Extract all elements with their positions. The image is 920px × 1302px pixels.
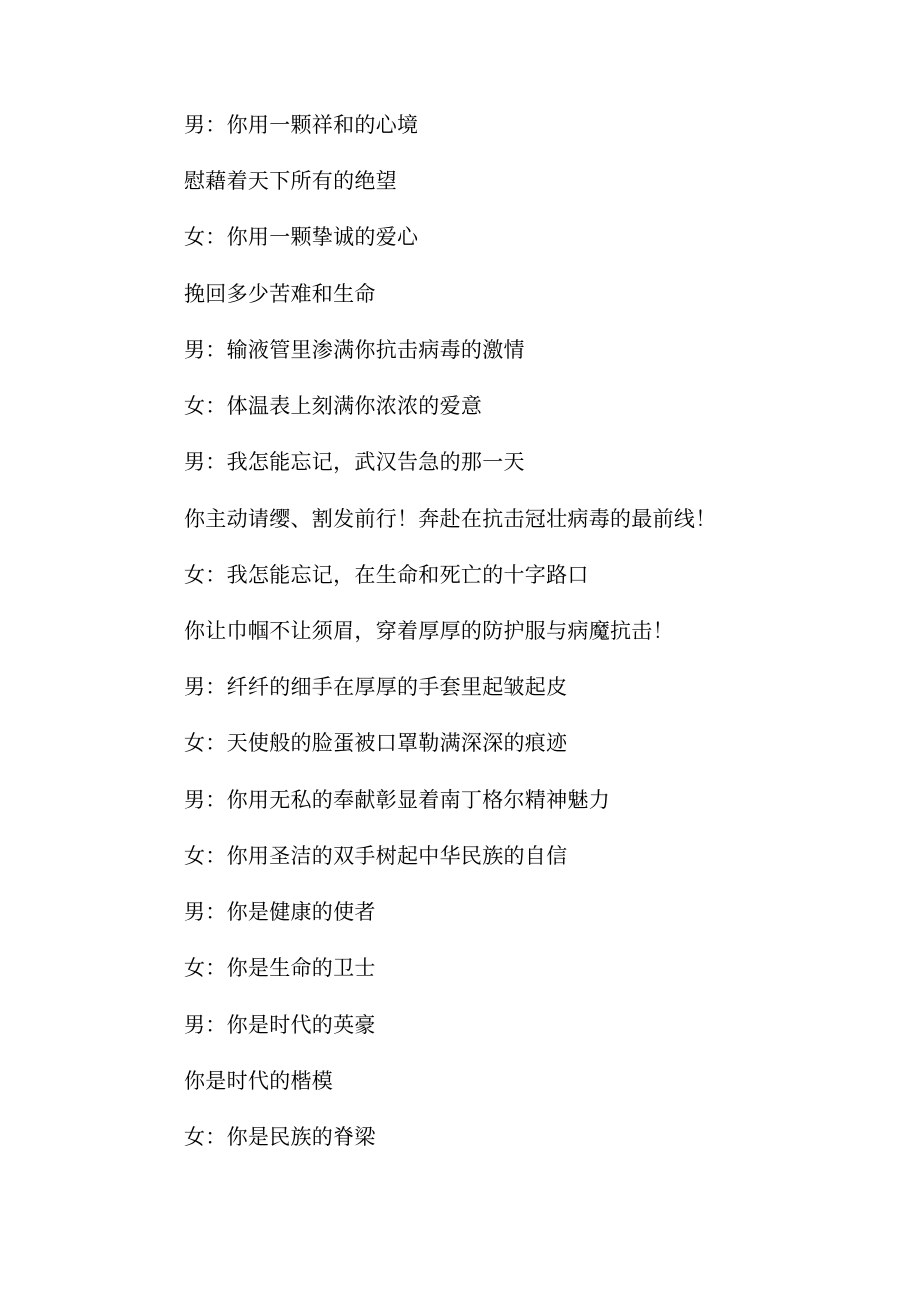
text-line: 女：体温表上刻满你浓浓的爱意 xyxy=(184,394,483,418)
text-line: 男：纤纤的细手在厚厚的手套里起皱起皮 xyxy=(184,675,568,699)
text-line: 女：你是民族的脊梁 xyxy=(184,1125,376,1149)
text-line: 男：你用无私的奉献彰显着南丁格尔精神魅力 xyxy=(184,788,610,812)
text-line: 你让巾帼不让须眉，穿着厚厚的防护服与病魔抗击！ xyxy=(184,619,674,643)
text-line: 女：你是生命的卫士 xyxy=(184,956,376,980)
text-line: 女：你用一颗挚诚的爱心 xyxy=(184,225,419,249)
text-line: 女：我怎能忘记，在生命和死亡的十字路口 xyxy=(184,563,589,587)
text-line: 男：你是健康的使者 xyxy=(184,900,376,924)
text-line: 挽回多少苦难和生命 xyxy=(184,282,376,306)
text-line: 男：我怎能忘记，武汉告急的那一天 xyxy=(184,450,525,474)
text-line: 女：你用圣洁的双手树起中华民族的自信 xyxy=(184,844,568,868)
text-line: 你是时代的楷模 xyxy=(184,1069,334,1093)
text-line: 男：你是时代的英豪 xyxy=(184,1013,376,1037)
text-line: 你主动请缨、割发前行！奔赴在抗击冠壮病毒的最前线！ xyxy=(184,507,717,531)
text-line: 男：你用一颗祥和的心境 xyxy=(184,113,419,137)
text-line: 女：天使般的脸蛋被口罩勒满深深的痕迹 xyxy=(184,731,568,755)
text-line: 男：输液管里渗满你抗击病毒的激情 xyxy=(184,338,525,362)
text-line: 慰藉着天下所有的绝望 xyxy=(184,169,397,193)
